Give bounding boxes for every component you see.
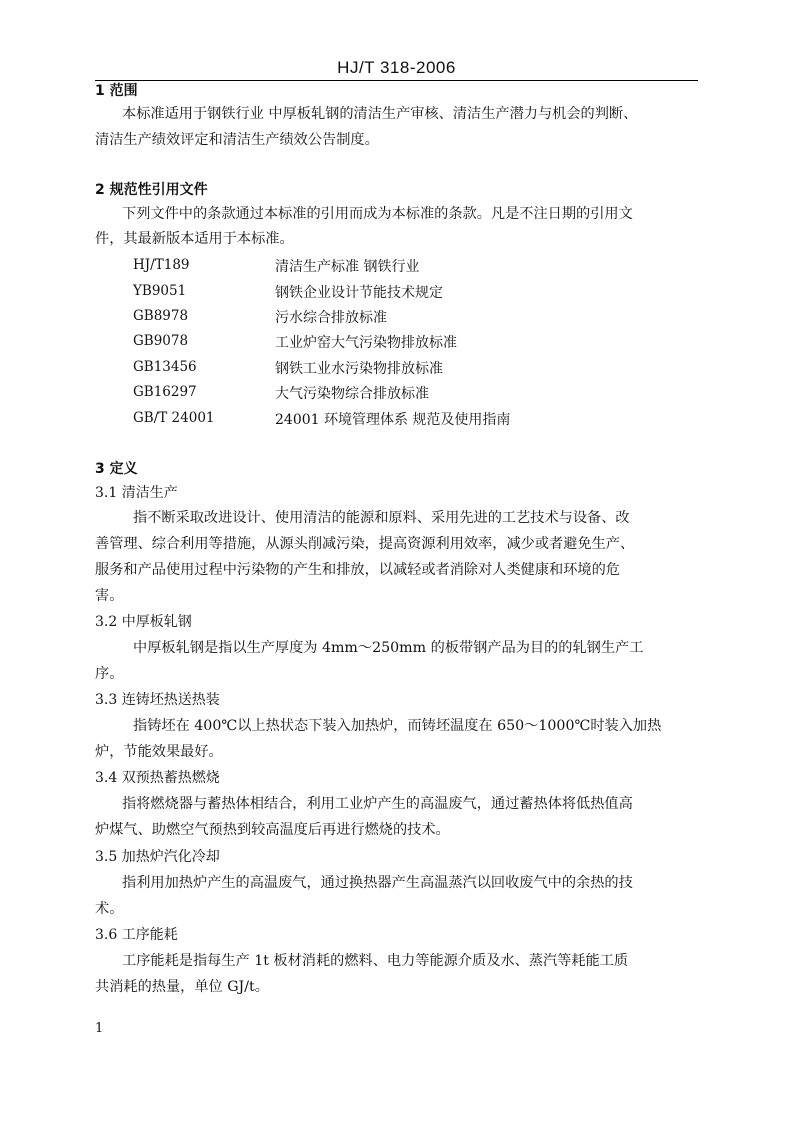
paragraph-line: 下列文件中的条款通过本标准的引用而成为本标准的条款。凡是不注日期的引用文 bbox=[122, 206, 633, 222]
section-3-heading: 3 定义 bbox=[95, 461, 138, 477]
subsection-3-2-heading: 3.2 中厚板轧钢 bbox=[95, 614, 192, 630]
section-2-heading: 2 规范性引用文件 bbox=[95, 182, 208, 198]
reference-code: GB8978 bbox=[133, 308, 189, 324]
standard-code-header: HJ/T 318-2006 bbox=[337, 58, 456, 77]
reference-code: GB13456 bbox=[133, 359, 197, 375]
paragraph-line: 共消耗的热量，单位 GJ/t。 bbox=[95, 979, 269, 995]
reference-title: 污水综合排放标准 bbox=[275, 310, 387, 326]
paragraph-line: 指铸坯在 400℃以上热状态下装入加热炉，而铸坯温度在 650～1000℃时装入加热 bbox=[133, 718, 662, 734]
paragraph-line: 炉，节能效果最好。 bbox=[95, 744, 223, 760]
paragraph-line: 指将燃烧器与蓄热体相结合，利用工业炉产生的高温废气，通过蓄热体将低热值高 bbox=[122, 796, 633, 812]
paragraph-line: 序。 bbox=[95, 666, 124, 682]
paragraph-line: 工序能耗是指每生产 1t 板材消耗的燃料、电力等能源介质及水、蒸汽等耗能工质 bbox=[122, 953, 629, 969]
page-number: 1 bbox=[95, 1021, 104, 1036]
reference-code: GB16297 bbox=[133, 384, 197, 400]
paragraph-line: 清洁生产绩效评定和清洁生产绩效公告制度。 bbox=[95, 132, 379, 148]
paragraph-line: 指不断采取改进设计、使用清洁的能源和原料、采用先进的工艺技术与设备、改 bbox=[133, 510, 630, 526]
paragraph-line: 术。 bbox=[95, 901, 124, 917]
paragraph-line: 指利用加热炉产生的高温废气，通过换热器产生高温蒸汽以回收废气中的余热的技 bbox=[122, 875, 633, 891]
reference-title: 钢铁企业设计节能技术规定 bbox=[275, 285, 443, 301]
paragraph-line: 善管理、综合利用等措施，从源头削减污染，提高资源利用效率，减少或者避免生产、 bbox=[95, 536, 635, 552]
subsection-3-5-heading: 3.5 加热炉汽化冷却 bbox=[95, 849, 220, 865]
reference-title: 24001 环境管理体系 规范及使用指南 bbox=[275, 412, 511, 428]
paragraph-line: 本标准适用于钢铁行业 中厚板轧钢的清洁生产审核、清洁生产潜力与机会的判断、 bbox=[122, 106, 638, 122]
paragraph-line: 件，其最新版本适用于本标准。 bbox=[95, 231, 294, 247]
reference-code: YB9051 bbox=[133, 283, 187, 299]
section-1-heading: 1 范围 bbox=[95, 83, 138, 99]
reference-title: 清洁生产标准 钢铁行业 bbox=[275, 259, 420, 275]
paragraph-line: 害。 bbox=[95, 588, 124, 604]
subsection-3-3-heading: 3.3 连铸坯热送热装 bbox=[95, 692, 220, 708]
reference-code: GB9078 bbox=[133, 333, 189, 349]
reference-title: 大气污染物综合排放标准 bbox=[275, 386, 429, 402]
reference-code: HJ/T189 bbox=[133, 257, 190, 273]
paragraph-line: 炉煤气、助燃空气预热到较高温度后再进行燃烧的技术。 bbox=[95, 822, 450, 838]
paragraph-line: 中厚板轧钢是指以生产厚度为 4mm～250mm 的板带钢产品为目的的轧钢生产工 bbox=[133, 640, 644, 656]
reference-title: 工业炉窑大气污染物排放标准 bbox=[275, 335, 457, 351]
header-rule bbox=[95, 80, 698, 81]
reference-code: GB/T 24001 bbox=[133, 410, 215, 426]
reference-title: 钢铁工业水污染物排放标准 bbox=[275, 361, 443, 377]
paragraph-line: 服务和产品使用过程中污染物的产生和排放，以减轻或者消除对人类健康和环境的危 bbox=[95, 562, 620, 578]
subsection-3-1-heading: 3.1 清洁生产 bbox=[95, 485, 178, 501]
subsection-3-6-heading: 3.6 工序能耗 bbox=[95, 927, 178, 943]
subsection-3-4-heading: 3.4 双预热蓄热燃烧 bbox=[95, 770, 220, 786]
